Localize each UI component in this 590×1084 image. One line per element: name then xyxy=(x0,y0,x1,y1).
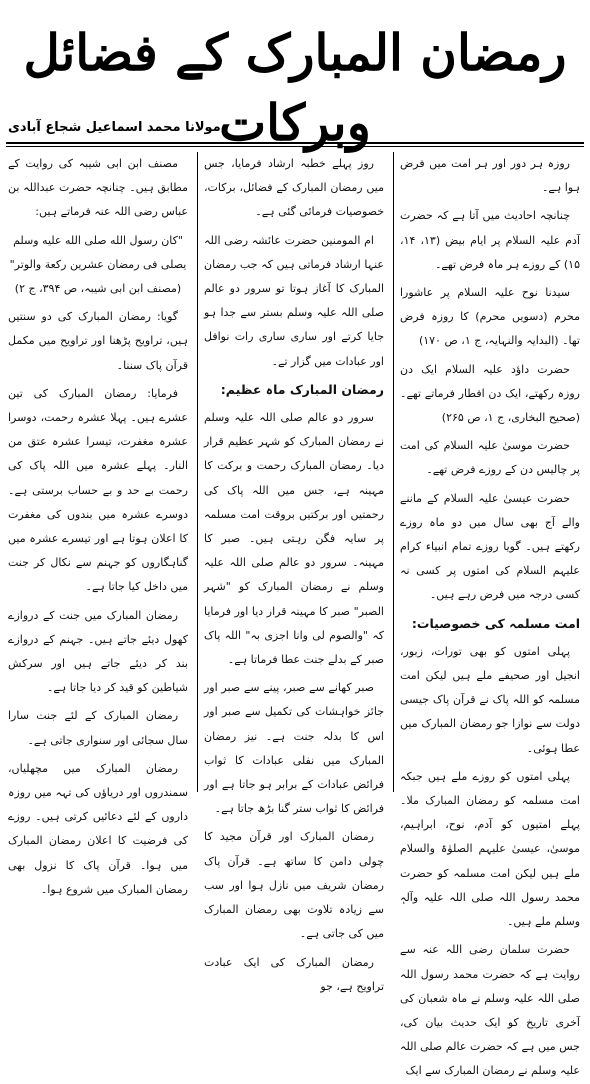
paragraph: سرور دو عالم صلی اللہ علیہ وسلم نے رمضان المبارک کو شہر عظیم قرار دیا۔ رمضان المبارک رحمت و برکت کا مہینہ ہے، جس میں اللہ پاک کی رحمتیں اور برکتیں بروقت امت مسلمہ پر سایہ فگن رہتی ہیں۔ صبر کا مہینہ۔ سرور دو عالم صلی اللہ علیہ وسلم نے رمضان المبارک کو "شہر الصبر" صبر کا مہینہ قرار دیا اور فرمایا کہ "والصوم لی وانا اجزی بہ" اللہ پاک صبر کے بدلے جنت عطا فرماتا ہے۔ xyxy=(204,411,384,667)
paragraph: پہلی امتوں کو بھی تورات، زبور، انجیل اور صحیفے ملے ہیں لیکن امت مسلمہ کو اللہ پاک نے قرآن پاک جیسی دولت سے نوازا جو رمضان المبارک میں عطا ہوئی۔ xyxy=(400,644,580,755)
header-rule-thin xyxy=(6,146,584,147)
paragraph: رمضان المبارک کی ایک عبادت تراویح ہے، جو xyxy=(204,955,384,993)
paragraph: رمضان المبارک اور قرآن مجید کا چولی دامن کا ساتھ ہے۔ قرآن پاک رمضان شریف میں نازل ہوا اور سب سے زیادہ تلاوت بھی رمضان المبارک میں کی جاتی ہے۔ xyxy=(204,830,384,941)
article-column-2 xyxy=(204,152,384,993)
paragraph: مصنف ابن ابی شیبہ کی روایت کے مطابق ہیں۔ چنانچہ حضرت عبداللہ بن عباس رضی اللہ عنہ فرماتے ہیں: xyxy=(8,157,188,219)
paragraph: صبر کھانے سے صبر، پینے سے صبر اور جائز خواہشات کی تکمیل سے صبر اور اس کا بدلہ جنت ہے۔ نیز رمضان المبارک میں نفلی عبادات کا ثواب فرائض عبادات کے برابر ہو جاتا ہے اور فرائض کا ثواب ستر گنا بڑھ جاتا ہے۔ xyxy=(204,681,384,816)
article-column-1 xyxy=(400,152,581,1078)
paragraph: روزہ ہر دور اور ہر امت میں فرض ہوا ہے۔ xyxy=(400,157,580,195)
paragraph: رمضان المبارک میں جنت کے دروازے کھول دیئے جاتے ہیں۔ جہنم کے دروازے بند کر دیئے جاتے ہیں اور سرکش شیاطین کو قید کر دیا جاتا ہے۔ xyxy=(8,608,188,695)
paragraph: حضرت داؤد علیہ السلام ایک دن روزہ رکھتے، ایک دن افطار فرماتے تھے۔ (صحیح البخاری، ج ۱، ص ۲۶۵) xyxy=(400,362,580,425)
author-byline: مولانا محمد اسماعیل شجاع آبادی xyxy=(8,120,221,135)
column-divider xyxy=(393,152,394,792)
section-heading: امت مسلمہ کی خصوصیات: xyxy=(411,615,580,631)
paragraph: پہلی امتوں کو روزے ملے ہیں جبکہ امت مسلمہ کو رمضان المبارک ملا۔ پہلے امتیوں کو آدم، نوح، ابراہیم، موسیٰ، عیسیٰ علیہم الصلوٰۃ والسلام ملے ہیں لیکن امت مسلمہ کو حضرت محمد رسول اللہ صلی اللہ علیہ وآلہٖ وسلم ملے ہیں۔ xyxy=(400,769,580,929)
paragraph: روز پہلے خطبہ ارشاد فرمایا، جس میں رمضان المبارک کے فضائل، برکات، خصوصیات فرمائی گئی ہے۔ xyxy=(204,157,384,219)
paragraph: سیدنا نوح علیہ السلام پر عاشورا محرم (دسویں محرم) کا روزہ فرض تھا۔ (البدایہ والنہایہ، ج ۱، ص ۱۷۰) xyxy=(400,286,580,348)
paragraph: حضرت موسیٰ علیہ السلام کی امت پر چالیس دن کے روزے فرض تھے۔ xyxy=(400,439,580,477)
paragraph: فرمایا: رمضان المبارک کی تین عشرے ہیں۔ پہلا عشرہ رحمت، دوسرا عشرہ مغفرت، تیسرا عشرہ عتق من النار۔ پہلے عشرہ میں اللہ پاک کی رحمت بے حد و بے حساب برستی ہے۔ دوسرے عشرہ میں بندوں کی مغفرت کا اعلان ہوتا ہے اور تیسرے عشرہ میں گناہگاروں کو جہنم سے نکال کر جنت میں داخل کیا جاتا ہے۔ xyxy=(8,386,188,594)
section-heading: رمضان المبارک ماہ عظیم: xyxy=(220,381,384,397)
paragraph: رمضان المبارک میں مچھلیاں، سمندروں اور دریاؤں کی تہہ میں روزہ داروں کے لئے دعائیں کرتی ہیں۔ روزے کی فرضیت کا اعلان رمضان المبارک میں ہوا۔ قرآن پاک کا نزول بھی رمضان المبارک میں شروع ہوا۔ xyxy=(8,761,188,896)
paragraph: گویا: رمضان المبارک کی دو سنتیں ہیں، تراویح پڑھنا اور تراویح میں مکمل قرآن پاک سننا۔ xyxy=(8,310,188,372)
arabic-quote: "کان رسول الله صلی الله علیه وسلم یصلی فی رمضان عشرین رکعة والوتر" (مصنف ابن ابی شیبہ، ص ۳۹۴، ج ۲) xyxy=(9,233,187,296)
paragraph: حضرت سلمان رضی اللہ عنہ سے روایت ہے کہ حضرت محمد رسول اللہ صلی اللہ علیہ وسلم نے ماہ شعبان کی آخری تاریخ کو ایک حدیث بیان کی، جس میں ہے کہ حضرت عالم صلی اللہ علیہ وسلم نے رمضان المبارک سے ایک xyxy=(400,943,580,1078)
column-divider xyxy=(197,152,198,792)
paragraph: حضرت عیسیٰ علیہ السلام کے ماننے والے آج بھی سال میں دو ماہ روزے رکھتے ہیں۔ گویا روزے تمام انبیاء کرام علیہم السلام کی امتوں پر کسی نہ کسی درجہ میں فرض رہے ہیں۔ xyxy=(400,491,580,602)
paragraph: چنانچہ احادیث میں آتا ہے کہ حضرت آدم علیہ السلام پر ایام بیض (۱۳، ۱۴، ۱۵) کے روزے ہر ماہ فرض تھے۔ xyxy=(400,209,581,271)
paragraph: رمضان المبارک کے لئے جنت سارا سال سجائی اور سنواری جاتی ہے۔ xyxy=(8,709,188,747)
page-title: رمضان المبارک کے فضائل وبرکات xyxy=(23,23,567,152)
header-rule xyxy=(6,142,584,144)
paragraph: ام المومنین حضرت عائشہ رضی اللہ عنہا ارشاد فرماتی ہیں کہ جب رمضان المبارک کا آغاز ہوتا تو سرور دو عالم صلی اللہ علیہ وسلم بستر سے جدا ہو جایا کرتے اور ساری ساری رات نوافل اور عبادات میں گزار تے۔ xyxy=(204,233,384,368)
article-column-3 xyxy=(8,152,188,896)
